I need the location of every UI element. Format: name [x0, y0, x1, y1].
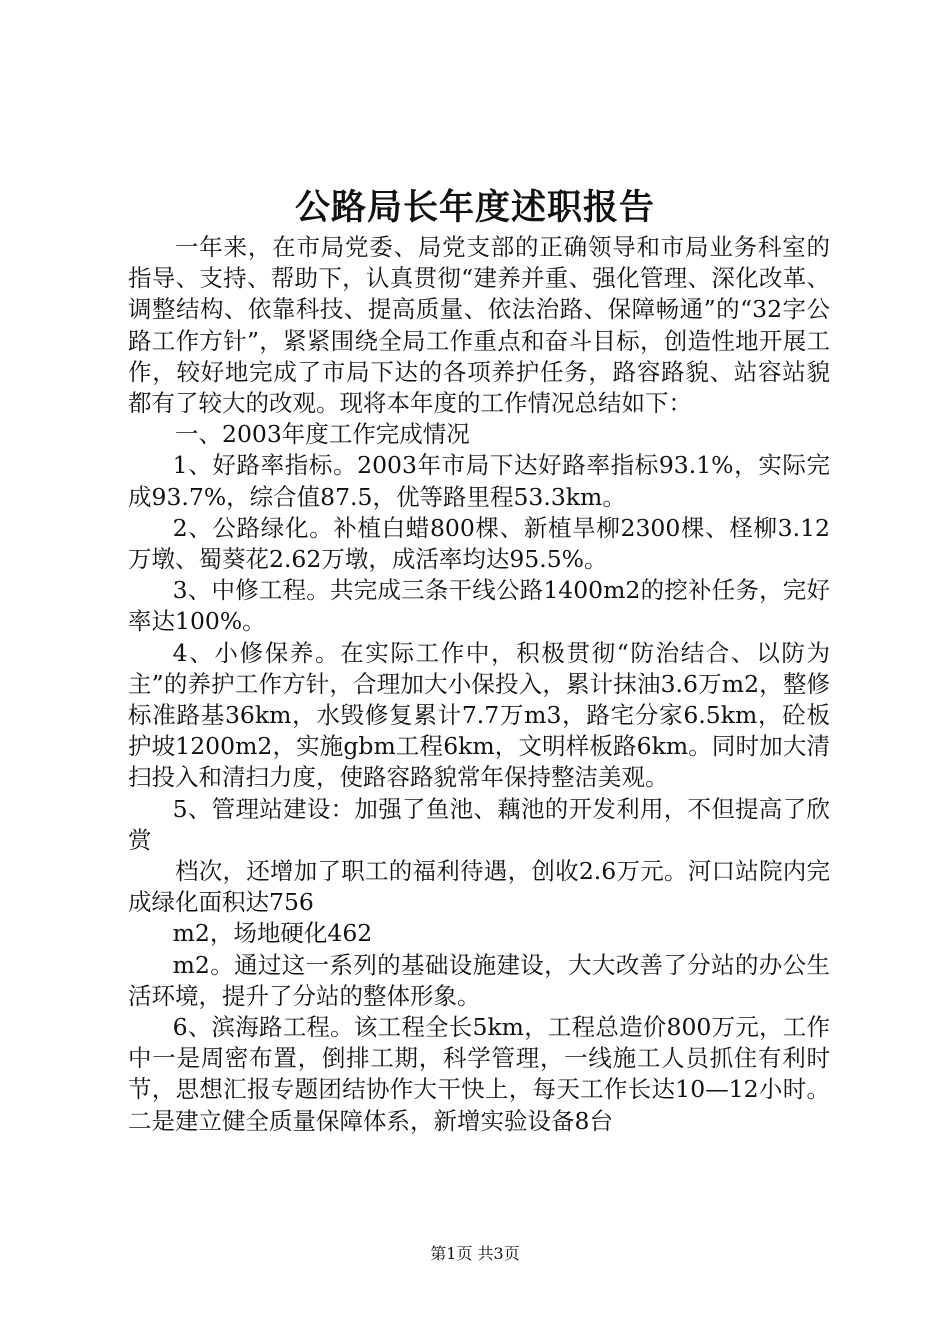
paragraph-item-5-area: m2，场地硬化462: [172, 919, 373, 948]
document-body: [128, 232, 830, 1137]
paragraph-intro: 一年来，在市局党委、局党支部的正确领导和市局业务科室的指导、支持、帮助下，认真贯彻“建养并重、强化管理、深化改革、调整结构、依靠科技、提高质量、依法治路、保障畅通”的“32字公路工作方针”，紧紧围绕全局工作重点和奋斗目标，创造性地开展工作，较好地完成了市局下达的各项养护任务，路容路貌、站容站貌都有了较大的改观。现将本年度的工作情况总结如下：: [128, 233, 830, 418]
paragraph-item-1: 1、好路率指标。2003年市局下达好路率指标93.1%，实际完成93.7%，综合值87.5，优等路里程53.3km。: [128, 451, 830, 511]
document-title: 公路局长年度述职报告: [294, 187, 655, 228]
paragraph-item-2: 2、公路绿化。补植白蜡800棵、新植旱柳2300棵、柽柳3.12万墩、蜀葵花2.62万墩，成活率均达95.5%。: [128, 513, 830, 574]
paragraph-item-5-cont: 档次，还增加了职工的福利待遇，创收2.6万元。河口站院内完成绿化面积达756: [128, 857, 830, 917]
section-heading: 一、2003年度工作完成情况: [175, 420, 470, 449]
page-footer: 第1页 共3页: [430, 1244, 520, 1263]
paragraph-item-5: 5、管理站建设：加强了鱼池、藕池的开发利用，不但提高了欣赏: [128, 794, 830, 854]
paragraph-item-3: 3、中修工程。共完成三条干线公路1400m2的挖补任务，完好率达100%。: [128, 576, 830, 636]
paragraph-item-5-summary: m2。通过这一系列的基础设施建设，大大改善了分站的办公生活环境，提升了分站的整体形象。: [128, 950, 830, 1010]
paragraph-item-4: 4、小修保养。在实际工作中，积极贯彻“防治结合、以防为主”的养护工作方针，合理加大小保投入，累计抹油3.6万m2，整修标准路基36km，水毁修复累计7.7万m3，路宅分家6.5km，砼板护坡1200m2，实施gbm工程6km，文明样板路6km。同时加大清扫投入和清扫力度，使路容路貌常年保持整洁美观。: [128, 638, 830, 792]
paragraph-item-6: 6、滨海路工程。该工程全长5km，工程总造价800万元，工作中一是周密布置，倒排工期，科学管理，一线施工人员抓住有利时节，思想汇报专题团结协作大干快上，每天工作长达10—12小时。二是建立健全质量保障体系，新增实验设备8台: [128, 1013, 830, 1135]
